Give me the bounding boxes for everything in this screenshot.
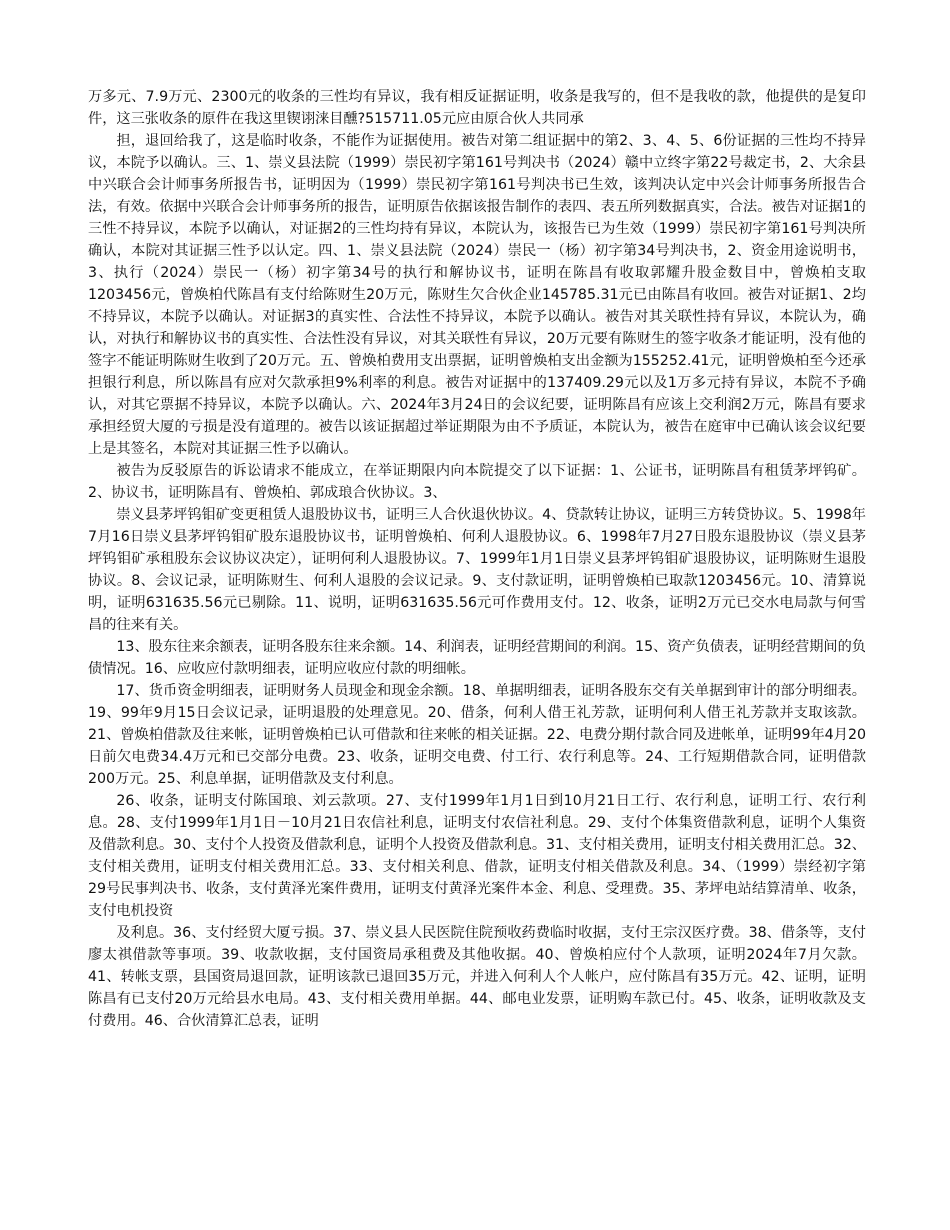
paragraph: 17、货币资金明细表，证明财务人员现金和现金余额。18、单据明细表，证明各股东交有关单据到审计的部分明细表。19、99年9月15日会议记录，证明退股的处理意见。20、借条，何利人借王礼芳款，证明何利人借王礼芳款并支取该款。21、曾焕柏借款及往来帐，证明曾焕柏已认可借款和往来帐的相关证据。22、电费分期付款合同及进帐单，证明99年4月20日前欠电费34.4万元和已交部分电费。23、收条，证明交电费、付工行、农行利息等。24、工行短期借款合同，证明借款200万元。25、利息单据，证明借款及支付利息。 bbox=[88, 683, 866, 787]
paragraph: 13、股东往来余额表，证明各股东往来余额。14、利润表，证明经营期间的利润。15、资产负债表，证明经营期间的负债情况。16、应收应付款明细表，证明应收应付款的明细帐。 bbox=[88, 639, 866, 677]
paragraph: 担，退回给我了，这是临时收条，不能作为证据使用。被告对第二组证据中的第2、3、4、5、6份证据的三性均不持异议，本院予以确认。三、1、崇义县法院（1999）崇民初字第161号判决书（2024）赣中立终字第22号裁定书，2、大余县中兴联合会计师事务所报告书，证明因为（1999）崇民初字第161号判决书已生效，该判决认定中兴会计师事务所报告合法，有效。依据中兴联合会计师事务所的报告，证明原告依据该报告制作的表四、表五所列数据真实，合法。被告对证据1的三性不持异议，本院予以确认，对证据2的三性均持有异议，本院认为，该报告已为生效（1999）崇民初字第161号判决所确认，本院对其证据三性予以认定。四、1、崇义县法院（2024）崇民一（杨）初字第34号判决书，2、资金用途说明书，3、执行（2024）崇民一（杨）初字第34号的执行和解协议书，证明在陈昌有收取郭耀升股金数目中，曾焕柏支取1203456元，曾焕柏代陈昌有支付给陈财生20万元，陈财生欠合伙企业145785.31元已由陈昌有收回。被告对证据1、2均不持异议，本院予以确认。对证据3的真实性、合法性不持异议，本院予以确认。被告对其关联性持有异议，本院认为，确认，对执行和解协议书的真实性、合法性没有异议，对其关联性有异议，20万元要有陈财生的签字收条才能证明，没有他的签字不能证明陈财生收到了20万元。五、曾焕柏费用支出票据，证明曾焕柏支出金额为155252.41元，证明曾焕柏至今还承担银行利息，所以陈昌有应对欠款承担9%利率的利息。被告对证据中的137409.29元以及1万多元持有异议，本院不予确认，对其它票据不持异议，本院予以确认。六、2024年3月24日的会议纪要，证明陈昌有应该上交利润2万元，陈昌有要求承担经贸大厦的亏损是没有道理的。被告以该证据超过举证期限为由不予质证，本院认为，被告在庭审中已确认该会议纪要上是其签名，本院对其证据三性予以确认。 bbox=[88, 133, 866, 457]
paragraph: 26、收条，证明支付陈国琅、刘云款项。27、支付1999年1月1日到10月21日工行、农行利息，证明工行、农行利息。28、支付1999年1月1日－10月21日农信社利息，证明支付农信社利息。29、支付个体集资借款利息，证明个人集资及借款利息。30、支付个人投资及借款利息，证明个人投资及借款利息。31、支付相关费用，证明支付相关费用汇总。32、支付相关费用，证明支付相关费用汇总。33、支付相关利息、借款，证明支付相关借款及利息。34、（1999）崇经初字第29号民事判决书、收条，支付黄泽光案件费用，证明支付黄泽光案件本金、利息、受理费。35、茅坪电站结算清单、收条，支付电机投资 bbox=[88, 793, 866, 919]
paragraph: 被告为反驳原告的诉讼请求不能成立，在举证期限内向本院提交了以下证据：1、公证书，证明陈昌有租赁茅坪钨矿。2、协议书，证明陈昌有、曾焕柏、郭成琅合伙协议。3、 bbox=[88, 463, 866, 501]
paragraph: 万多元、7.9万元、2300元的收条的三性均有异议，我有相反证据证明，收条是我写的，但不是我收的款，他提供的是复印件，这三张收条的原件在我这里锲诩涞目醺?515711.05元应由原合伙人共同承 bbox=[88, 89, 866, 127]
paragraph: 崇义县茅坪钨钼矿变更租赁人退股协议书，证明三人合伙退伙协议。4、贷款转让协议，证明三方转贷协议。5、1998年7月16日崇义县茅坪钨钼矿股东退股协议书，证明曾焕柏、何利人退股协议。6、1998年7月27日股东退股协议（崇义县茅坪钨钼矿承租股东会议协议决定），证明何利人退股协议。7、1999年1月1日崇义县茅坪钨钼矿退股协议，证明陈财生退股协议。8、会议记录，证明陈财生、何利人退股的会议记录。9、支付款证明，证明曾焕柏已取款1203456元。10、清算说明，证明631635.56元已剔除。11、说明，证明631635.56元可作费用支付。12、收条，证明2万元已交水电局款与何雪昌的往来有关。 bbox=[88, 507, 866, 633]
document-body bbox=[88, 86, 866, 1032]
paragraph: 及利息。36、支付经贸大厦亏损。37、崇义县人民医院住院预收药费临时收据，支付王宗汉医疗费。38、借条等，支付廖太祺借款等事项。39、收款收据，支付国资局承租费及其他收据。40、曾焕柏应付个人款项，证明2024年7月欠款。41、转帐支票，县国资局退回款，证明该款已退回35万元，并进入何利人个人帐户，应付陈昌有35万元。42、证明，证明陈昌有已支付20万元给县水电局。43、支付相关费用单据。44、邮电业发票，证明购车款已付。45、收条，证明收款及支付费用。46、合伙清算汇总表，证明 bbox=[88, 925, 866, 1029]
